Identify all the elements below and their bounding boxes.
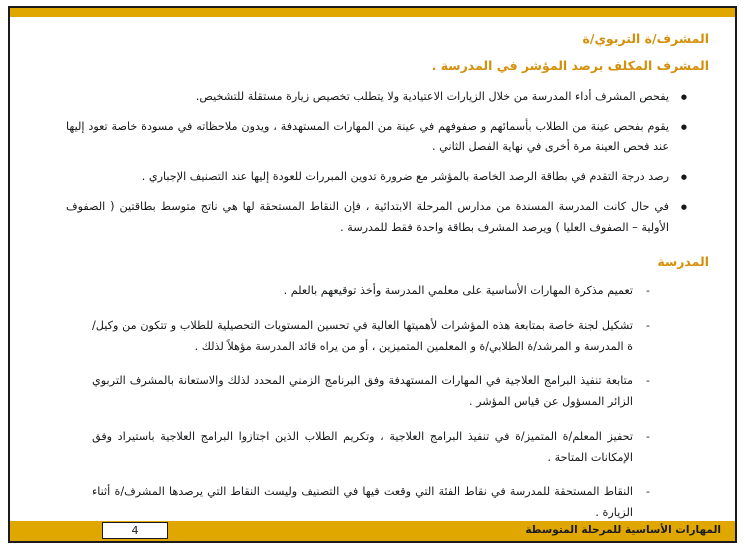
heading-supervisor: المشرف/ة التربوي/ة bbox=[582, 31, 709, 46]
list-item: ‐ تعميم مذكرة المهارات الأساسية على معلمي المدرسة وأخذ توقيعهم بالعلم . bbox=[92, 281, 653, 302]
footer-title: المهارات الأساسية للمرحلة المتوسطة bbox=[525, 524, 721, 536]
top-accent-bar bbox=[10, 8, 735, 17]
list-item: ‐ تشكيل لجنة خاصة بمتابعة هذه المؤشرات لأهميتها العالية في تحسين المستويات التحصيلية للطلاب و تتكون من وكيل/ة المدرسة و المرشد/ة الطلابي/ة و المعلمين المتميزين ، أو من يراه قائد المدرسة مؤهلاً لذلك . bbox=[92, 316, 653, 357]
list-item: ● يفحص المشرف أداء المدرسة من خلال الزيارات الاعتيادية ولا يتطلب تخصيص زيارة مستقلة للتشخيص. bbox=[66, 87, 689, 108]
supervisor-bullet-list bbox=[66, 87, 689, 238]
page-frame bbox=[8, 6, 737, 543]
heading-assigned-supervisor: المشرف المكلف برصد المؤشر في المدرسة . bbox=[431, 58, 709, 73]
list-item: ‐ متابعة تنفيذ البرامج العلاجية في المهارات المستهدفة وفق البرنامج الزمني المحدد لذلك والاستعانة بالمشرف التربوي الزائر المسؤول عن قياس المؤشر . bbox=[92, 371, 653, 412]
page-number: 4 bbox=[102, 522, 168, 539]
list-item: ● في حال كانت المدرسة المسندة من مدارس المرحلة الابتدائية ، فإن النقاط المستحقة لها هي ناتج متوسط بطاقتين ( الصفوف الأولية – الصفوف العليا ) ويرصد المشرف بطاقة واحدة فقط للمدرسة . bbox=[66, 197, 689, 238]
school-item-list bbox=[92, 281, 653, 523]
page-content bbox=[10, 17, 735, 520]
page-footer bbox=[10, 507, 735, 541]
heading-school: المدرسة bbox=[657, 254, 709, 270]
list-item: ● رصد درجة التقدم في بطاقة الرصد الخاصة بالمؤشر مع ضرورة تدوين المبررات للعودة إليها عند التصنيف الإجباري . bbox=[66, 167, 689, 188]
list-item: ● يقوم بفحص عينة من الطلاب بأسمائهم و صفوفهم في عينة من المهارات المستهدفة ، ويدون ملاحظاته في مسودة خاصة تعود إليها عند فحص العينة مرة أخرى في نهاية الفصل الثاني . bbox=[66, 117, 689, 158]
list-item: ‐ النقاط المستحقة للمدرسة في نقاط الفئة التي وقعت فيها في التصنيف وليست النقاط التي يرصدها المشرف/ة أثناء الزيارة . bbox=[92, 482, 653, 523]
list-item: ‐ تحفيز المعلم/ة المتميز/ة في تنفيذ البرامج العلاجية ، وتكريم الطلاب الذين اجتازوا البرامج العلاجية باستيراد وفق الإمكانات المتاحة . bbox=[92, 427, 653, 468]
